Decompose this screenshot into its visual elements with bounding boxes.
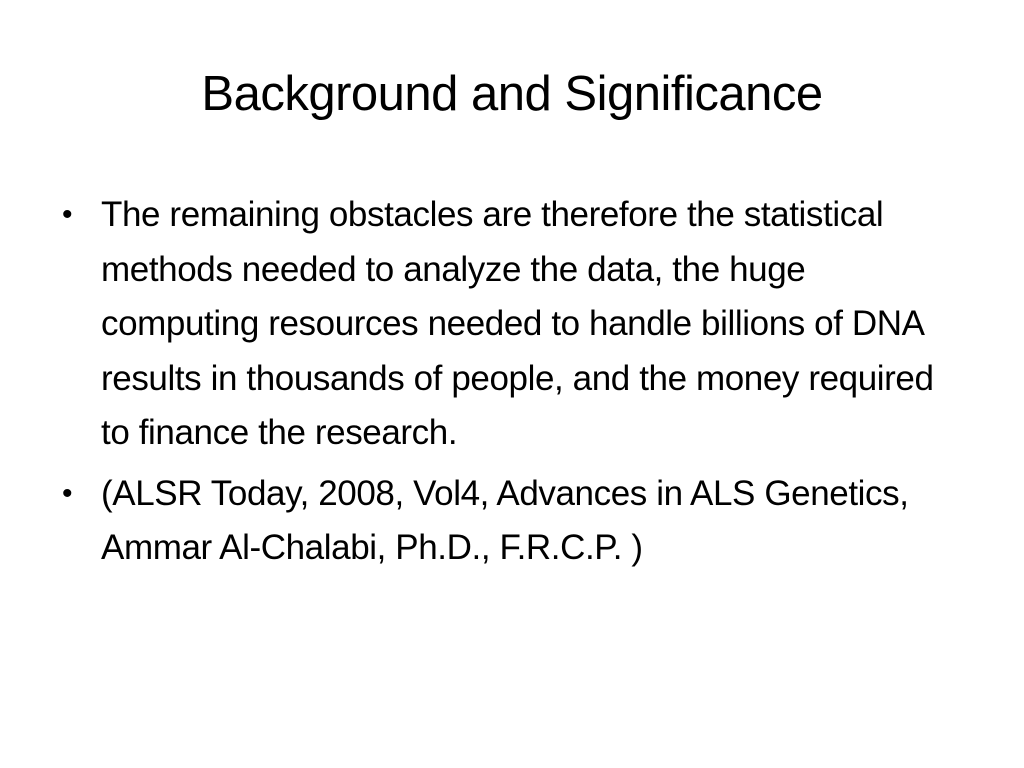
bullet-list [60, 188, 960, 582]
bullet-icon: • [62, 198, 73, 231]
slide-title: Background and Significance [201, 67, 823, 121]
bullet-item-citation [60, 467, 960, 576]
bullet-text: (ALSR Today, 2008, Vol4, Advances in ALS Genetics, Ammar Al-Chalabi, Ph.D., F.R.C.P. ) [101, 473, 909, 567]
bullet-icon: • [62, 476, 73, 510]
bullet-item-obstacles [60, 188, 960, 461]
bullet-text: The remaining obstacles are therefore the statistical methods needed to analyze the data, the huge computing resources needed to handle billions of DNA results in thousands of people, and the money required to finance the research. [101, 195, 934, 452]
